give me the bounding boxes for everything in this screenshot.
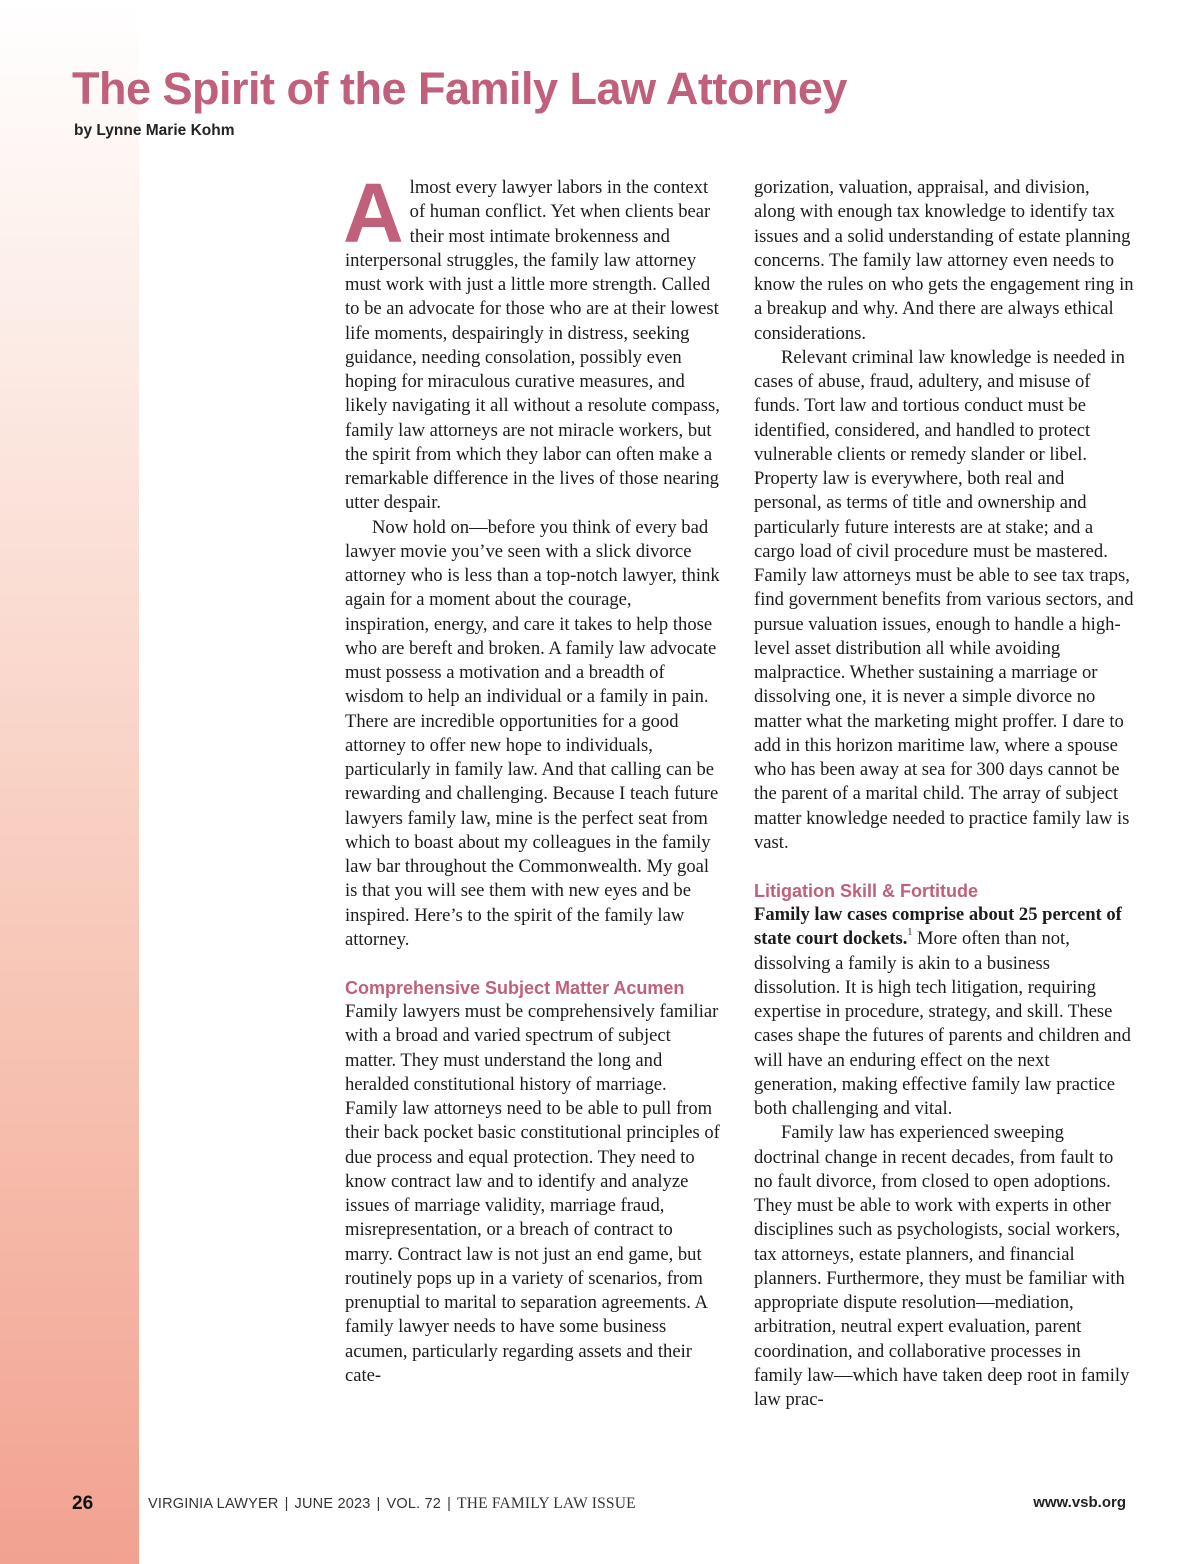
article-column-right bbox=[754, 176, 1134, 1412]
footnote-marker: 1 bbox=[907, 927, 913, 939]
issue-theme: THE FAMILY LAW ISSUE bbox=[457, 1495, 636, 1512]
section-heading-litigation: Litigation Skill & Fortitude bbox=[754, 881, 978, 901]
paragraph-subject-matter: Family lawyers must be comprehensively familiar with a broad and varied spectrum of subject matter. They must understand the long and heralded constitutional history of marriage. Family law attorneys need to be able to pull from their back pocket basic constitutional principles of due process and equal protection. They need to know contract law and to identify and analyze issues of marriage validity, marriage fraud, misrepresentation, or a breach of contract to marry. Contract law is not just an end game, but routinely pops up in a variety of scenarios, from prenuptial to marital to separation agreements. A family lawyer needs to have some business acumen, particularly regarding assets and their cate- bbox=[345, 1001, 720, 1386]
paragraph-litigation bbox=[754, 903, 1134, 1121]
footer-separator: | bbox=[376, 1496, 381, 1512]
paragraph-criminal-law: Relevant criminal law knowledge is needed in cases of abuse, fraud, adultery, and misuse of funds. Tort law and tortious conduct must be identified, considered, and handled to protect vulnerable clients or remedy slander or libel. Property law is everywhere, both real and personal, as terms of title and ownership and particularly future interests are at stake; and a cargo load of civil procedure must be mastered. Family law attorneys must be able to see tax traps, find government benefits from various sectors, and pursue valuation issues, enough to handle a high-level asset distribution all while avoiding malpractice. Whether sustaining a marriage or dissolving one, it is never a simple divorce no matter what the marketing might proffer. I dare to add in this horizon maritime law, where a spouse who has been away at sea for 300 days cannot be the parent of a marital child. The array of subject matter knowledge needed to practice family law is vast. bbox=[754, 346, 1134, 853]
article-byline: by Lynne Marie Kohm bbox=[74, 122, 235, 139]
volume-number: VOL. 72 bbox=[386, 1496, 442, 1512]
paragraph-intro-text: lmost every lawyer labors in the context of human conflict. Yet when clients bear their most intimate brokenness and interpersonal struggles, the family law attorney must work with just a little more strength. Called to be an advocate for those who are at their lowest life moments, despairingly in distress, seeking guidance, needing consolation, possibly even hoping for miraculous curative measures, and likely navigating it all without a resolute compass, family law attorneys are not miracle workers, but the spirit from which they labor can often make a remarkable difference in the lives of those nearing utter despair. bbox=[345, 177, 720, 514]
footer-separator: | bbox=[447, 1496, 452, 1512]
decorative-side-band bbox=[0, 0, 139, 1564]
website-link[interactable]: www.vsb.org bbox=[1033, 1494, 1126, 1511]
publication-name: VIRGINIA LAWYER bbox=[148, 1496, 279, 1512]
issue-date: JUNE 2023 bbox=[294, 1496, 371, 1512]
article-title: The Spirit of the Family Law Attorney bbox=[72, 63, 847, 114]
section-heading-subject-matter: Comprehensive Subject Matter Acumen bbox=[345, 978, 685, 998]
footer-separator: | bbox=[284, 1496, 289, 1512]
page-footer bbox=[0, 1493, 1200, 1517]
lead-sentence-bold: Family law cases comprise about 25 percent of state court dockets. bbox=[754, 904, 1122, 950]
publication-info bbox=[148, 1495, 636, 1513]
paragraph-categorization: gorization, valuation, appraisal, and division, along with enough tax knowledge to identify tax issues and a solid understanding of estate planning concerns. The family law attorney even needs to know the rules on who gets the engagement ring in a breakup and why. And there are always ethical considerations. bbox=[754, 177, 1134, 344]
drop-cap: A bbox=[343, 166, 404, 260]
paragraph-litigation-text: More often than not, dissolving a family is akin to a business dissolution. It is high tech litigation, requiring expertise in procedure, strategy, and skill. These cases shape the futures of parents and children and will have an enduring effect on the next generation, making effective family law practice both challenging and vital. bbox=[754, 928, 1131, 1119]
page-number: 26 bbox=[72, 1493, 94, 1514]
paragraph-intro bbox=[343, 166, 720, 516]
paragraph-doctrinal-change: Family law has experienced sweeping doctrinal change in recent decades, from fault to no fault divorce, from closed to open adoptions. They must be able to work with experts in other disciplines such as psychologists, social workers, tax attorneys, estate planners, and financial planners. Furthermore, they must be familiar with appropriate dispute resolution—mediation, arbitration, neutral expert evaluation, parent coordination, and collaborative processes in family law—which have taken deep root in family law prac- bbox=[754, 1122, 1130, 1410]
paragraph-now-hold-on: Now hold on—before you think of every bad lawyer movie you’ve seen with a slick divorce attorney who is less than a top-notch lawyer, think again for a moment about the courage, inspiration, energy, and care it takes to help those who are bereft and broken. A family law advocate must possess a motivation and a breadth of wisdom to help an individual or a family in pain. There are incredible opportunities for a good attorney to offer new hope to individuals, particularly in family law. And that calling can be rewarding and challenging. Because I teach future lawyers family law, mine is the perfect seat from which to boast about my colleagues in the family law bar throughout the Commonwealth. My goal is that you will see them with new eyes and be inspired. Here’s to the spirit of the family law attorney. bbox=[345, 516, 720, 950]
article-column-left bbox=[343, 166, 720, 1388]
